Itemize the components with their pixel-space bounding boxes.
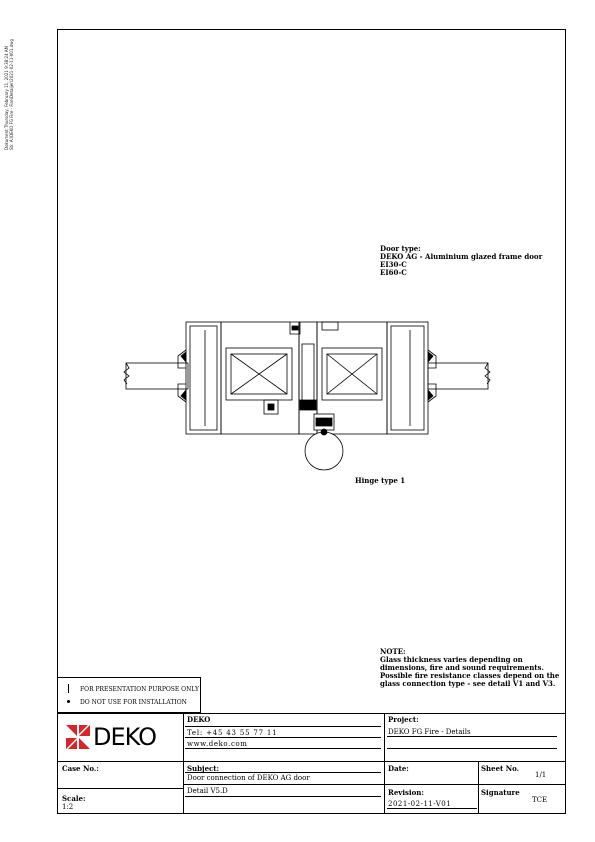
- hinge-knuckle: [305, 414, 343, 470]
- logo-text: DEKO: [93, 723, 156, 751]
- title-block-divider: [57, 788, 183, 789]
- case-no-label: Case No.:: [62, 764, 99, 773]
- note-line: Glass thickness varies depending on: [380, 655, 523, 664]
- deko-logo-icon: [66, 725, 90, 749]
- presentation-warning-box: [57, 677, 201, 713]
- field-rule: [185, 796, 381, 797]
- subject-label: Subject:: [187, 764, 220, 773]
- field-rule: [185, 726, 381, 727]
- revision-label: Revision:: [388, 788, 424, 797]
- field-rule: [387, 748, 557, 749]
- sheet-label: Sheet No.: [481, 764, 520, 773]
- field-rule: [185, 748, 381, 749]
- field-rule: [185, 737, 381, 738]
- company-website: www.deko.com: [187, 740, 248, 748]
- title-block-divider: [183, 713, 184, 814]
- door-type-heading: Door type:: [380, 244, 421, 253]
- detail-value: Detail V5.D: [187, 787, 228, 795]
- date-label: Date:: [388, 764, 409, 773]
- field-rule: [387, 736, 557, 737]
- company-phone: Tel: +45 43 55 77 11: [187, 729, 278, 737]
- right-glass-pane: [428, 363, 490, 389]
- sheet-value: 1/1: [535, 771, 547, 779]
- company-name: DEKO: [187, 715, 211, 724]
- door-type-class: EI30-C: [380, 260, 407, 269]
- title-block-divider: [183, 784, 566, 785]
- title-block-divider: [384, 713, 385, 814]
- subject-value: Door connection of DEKO AG door: [187, 774, 310, 782]
- scale-value: 1:2: [62, 803, 74, 811]
- file-info-line: Sti: A:\DEKO FG Fire - Fire\Detaljer\2021-02-11-V01.dwg: [9, 38, 14, 150]
- title-block-divider: [57, 761, 566, 762]
- signature-label: Signature: [481, 788, 520, 797]
- warning-bar-icon: [68, 684, 69, 693]
- scale-label: Scale:: [62, 794, 86, 803]
- note-line: dimensions, fire and sound requirements.: [380, 663, 544, 672]
- note-line: glass connection type - see detail V1 and V3.: [380, 679, 556, 688]
- field-rule: [387, 808, 477, 809]
- file-info-line: Dokument Thursday, February 11, 2021 9:38:24 AM: [4, 45, 9, 150]
- project-label: Project:: [388, 715, 419, 724]
- title-block-divider: [478, 761, 479, 814]
- door-type-name: DEKO AG - Aluminium glazed frame door: [380, 252, 543, 261]
- warning-line: FOR PRESENTATION PURPOSE ONLY: [80, 686, 199, 693]
- door-type-block: [380, 245, 542, 277]
- note-line: Possible fire resistance classes depend on the: [380, 671, 560, 680]
- hinge-label: Hinge type 1: [355, 476, 406, 485]
- note-block: [380, 648, 559, 688]
- project-value: DEKO FG Fire - Details: [388, 728, 471, 736]
- revision-value: 2021-02-11-V01: [388, 800, 452, 808]
- warning-line: DO NOT USE FOR INSTALLATION: [80, 699, 187, 706]
- door-type-class: EI60-C: [380, 268, 407, 277]
- note-heading: NOTE:: [380, 647, 406, 656]
- left-leaf-profile: [221, 322, 300, 434]
- signature-value: TCE: [532, 796, 548, 804]
- warning-dot-icon: [67, 700, 70, 703]
